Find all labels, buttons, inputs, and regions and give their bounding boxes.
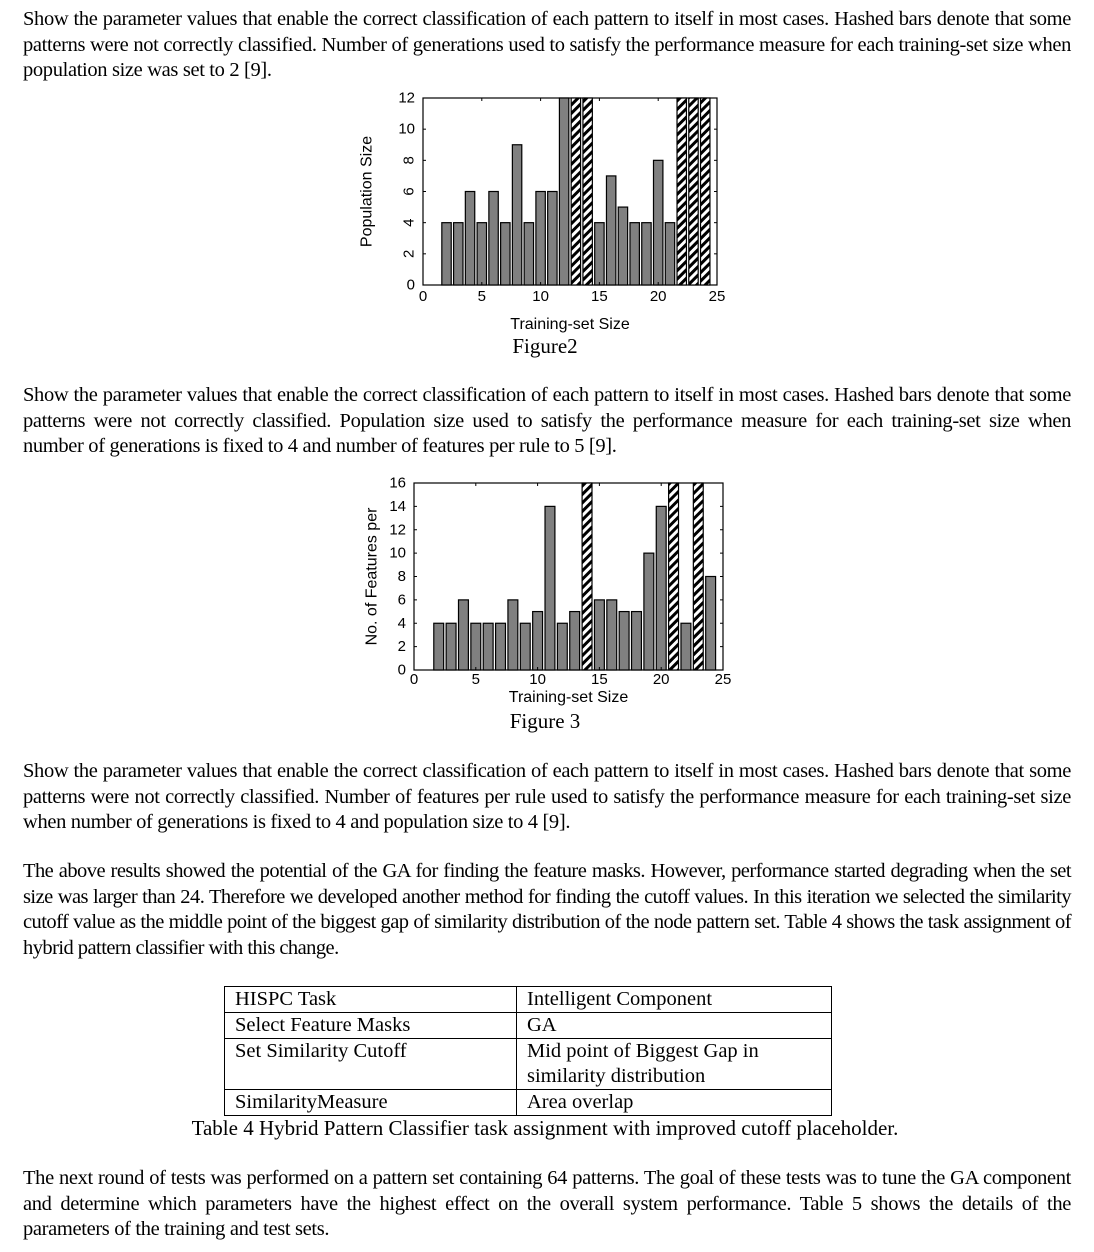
x-tick-label: 5	[477, 288, 486, 305]
y-tick-label: 16	[389, 474, 406, 492]
x-tick-label: 15	[591, 671, 608, 688]
bar	[606, 176, 615, 285]
bar	[570, 612, 580, 670]
bar	[681, 623, 691, 670]
figure-3-bar-chart	[350, 470, 750, 715]
bar	[594, 600, 604, 670]
bar	[512, 145, 521, 285]
table-cell: Area overlap	[517, 1090, 832, 1116]
bar	[434, 623, 444, 670]
y-tick-label: 0	[397, 661, 406, 679]
bar	[465, 192, 474, 286]
bar	[533, 612, 543, 670]
bar	[630, 223, 639, 285]
x-tick-label: 20	[649, 288, 667, 305]
bar	[545, 506, 555, 670]
table-row	[225, 1039, 832, 1090]
hashed-bar	[693, 483, 703, 670]
table-4-caption: Table 4 Hybrid Pattern Classifier task assignment with improved cutoff placeholder.	[191, 1116, 899, 1140]
hashed-bar	[689, 98, 698, 285]
paragraph-features-description: Show the parameter values that enable the correct classification of each pattern to itself in most cases. Hashed bars denote that some patterns were not correctly classified. Number of features per rule used to satisfy the performance measure for each training-set size when number of generations is fixed to 4 and population size to 4 [9].	[23, 760, 1071, 833]
paragraph-figure3-population-description: Show the parameter values that enable the correct classification of each pattern to itself in most cases. Hashed bars denote that some patterns were not correctly classified. Population size used to satisfy the performance measure for each training-set size when number of generations is fixed to 4 and number of features per rule to 5 [9].	[23, 384, 1071, 457]
bar	[595, 223, 604, 285]
y-tick-label: 0	[406, 276, 415, 294]
table-cell: Mid point of Biggest Gap in similarity distribution	[517, 1039, 832, 1090]
table-4-task-assignment	[224, 986, 832, 1116]
bar	[644, 553, 654, 670]
hashed-bar	[669, 483, 679, 670]
y-tick-label: 6	[397, 591, 406, 609]
y-tick-label: 4	[397, 614, 406, 632]
y-tick-label: 8	[397, 568, 406, 585]
figure-3-chart	[350, 470, 750, 715]
bar	[665, 223, 674, 285]
hashed-bar	[583, 98, 592, 285]
paragraph-figure2-description: Show the parameter values that enable the correct classification of each pattern to itself in most cases. Hashed bars denote that some patterns were not correctly classified. Number of generations used to satisfy the performance measure for each training-set size when population size was set to 2 [9].	[23, 8, 1071, 81]
bar	[656, 506, 666, 670]
table-cell: Set Similarity Cutoff	[225, 1039, 517, 1090]
y-tick-label: 4	[400, 218, 418, 227]
y-tick-label: 2	[397, 638, 406, 656]
bar	[524, 223, 533, 285]
x-tick-label: 15	[591, 288, 608, 305]
y-axis-label: Population Size	[358, 135, 376, 248]
x-axis-label: Training-set Size	[510, 316, 630, 333]
x-axis-label: Training-set Size	[508, 689, 629, 706]
x-tick-label: 0	[418, 288, 428, 305]
x-tick-label: 20	[652, 671, 670, 688]
bar	[489, 192, 498, 286]
bar	[559, 98, 568, 285]
figure-2-caption: Figure2	[512, 334, 578, 358]
bar	[642, 223, 651, 285]
bar	[536, 192, 545, 286]
y-tick-label: 10	[389, 544, 406, 562]
bar	[706, 577, 716, 671]
y-tick-label: 12	[389, 521, 406, 539]
x-tick-label: 0	[409, 671, 419, 688]
figure-2-chart	[340, 88, 740, 363]
bar	[442, 223, 451, 285]
bar	[501, 223, 510, 285]
bar	[607, 600, 617, 670]
paragraph-next-tests: The next round of tests was performed on a pattern set containing 64 patterns. The goal of these tests was to tune the GA component and determine which parameters have the highest effect on the overall system performance. Table 5 shows the details of the parameters of the training and test sets.	[23, 1167, 1071, 1240]
hashed-bar	[582, 483, 592, 670]
x-tick-label: 10	[532, 288, 549, 305]
table-row	[225, 987, 832, 1013]
figure-3-caption: Figure 3	[509, 709, 581, 733]
table-header-cell: HISPC Task	[225, 987, 517, 1013]
y-tick-label: 2	[400, 249, 418, 259]
y-tick-label: 14	[389, 497, 406, 515]
table-cell: Select Feature Masks	[225, 1013, 517, 1039]
paragraph-results-discussion: The above results showed the potential of the GA for finding the feature masks. However, performance started degrading when the set size was larger than 24. Therefore we developed another method for finding the cutoff values. In this iteration we selected the similarity cutoff value as the middle point of the biggest gap of similarity distribution of the node pattern set. Table 4 shows the task assignment of hybrid pattern classifier with this change.	[23, 860, 1071, 959]
bar	[548, 192, 557, 286]
bar	[446, 623, 456, 670]
bar	[477, 223, 486, 285]
bar	[459, 600, 469, 670]
bar	[454, 223, 463, 285]
bar	[632, 612, 642, 670]
x-tick-label: 5	[471, 671, 480, 688]
y-tick-label: 12	[398, 89, 415, 107]
bar	[483, 623, 493, 670]
hashed-bar	[571, 98, 580, 285]
table-row	[225, 1013, 832, 1039]
bar	[557, 623, 567, 670]
x-tick-label: 25	[708, 288, 726, 305]
bar	[508, 600, 518, 670]
y-tick-label: 8	[400, 156, 418, 165]
bar	[520, 623, 530, 670]
bar	[618, 207, 627, 285]
table-header-cell: Intelligent Component	[517, 987, 832, 1013]
table-cell: SimilarityMeasure	[225, 1090, 517, 1116]
hashed-bar	[701, 98, 710, 285]
y-tick-label: 6	[400, 187, 418, 196]
x-tick-label: 10	[529, 671, 546, 688]
y-tick-label: 10	[398, 120, 415, 138]
bar	[619, 612, 629, 670]
figure-2-bar-chart	[340, 88, 740, 363]
table-cell: GA	[517, 1013, 832, 1039]
bar	[471, 623, 481, 670]
bar	[496, 623, 506, 670]
x-tick-label: 25	[714, 671, 732, 688]
hashed-bar	[677, 98, 686, 285]
bar	[654, 160, 663, 285]
table-row	[225, 1090, 832, 1116]
y-axis-label: No. of Features per	[363, 507, 381, 646]
